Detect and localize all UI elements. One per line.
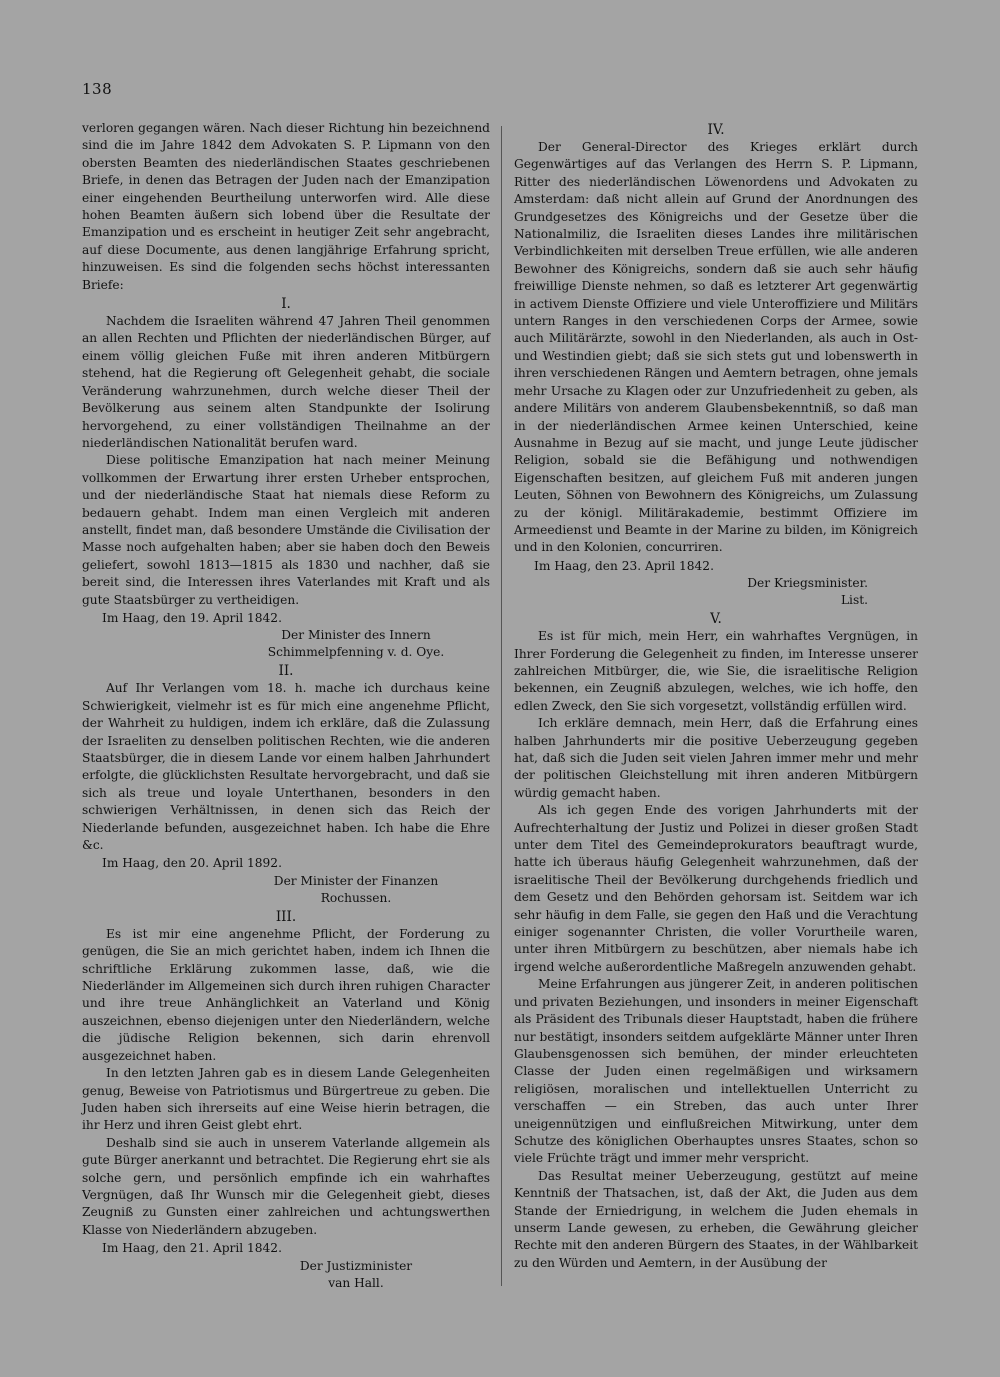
- letter-4-heading: IV.: [707, 122, 725, 138]
- signature-name: van Hall.: [328, 1275, 384, 1290]
- letter-2-dateline: Im Haag, den 20. April 1892.: [102, 856, 282, 871]
- letter-2-signature: [82, 873, 490, 907]
- letter-1-paragraph: Nachdem die Israeliten während 47 Jahren Theil genommen an allen Rechten und Pflichten der niederländischen Bürger, auf einem völlig gleichen Fuße mit ihren anderen Mitbürgern stehend, hat die Regierung oft Gelegenheit gehabt, die sociale Veränderung wahrzunehmen, durch welche dieser Theil der Bevölkerung aus seinem alten Standpunkte der Isolirung hervorgehend, zu einer vollständigen Theilnahme an der niederländischen Nationalität berufen ward.: [82, 314, 490, 450]
- letter-3-dateline: Im Haag, den 21. April 1842.: [102, 1241, 282, 1256]
- letter-3-heading: III.: [275, 908, 297, 925]
- letter-1-paragraph: Diese politische Emanzipation hat nach meiner Meinung vollkommen der Erwartung ihrer ersten Urheber entsprochen, und der niederländische Staat hat niemals diese Reform zu bedauern gehabt. Indem man einen Vergleich mit anderen anstellt, findet man, daß besondere Umstände die Civilisation der Masse noch aufgehalten haben; aber sie haben doch den Beweis geliefert, sowohl 1813—1815 als 1830 und nachher, daß sie bereit sind, die Interessen ihres Vaterlandes mit Kraft und als gute Staatsbürger zu vertheidigen.: [82, 453, 490, 607]
- page-number: 138: [82, 80, 113, 98]
- letter-4-dateline: Im Haag, den 23. April 1842.: [534, 558, 714, 573]
- signature-title: Der Minister des Innern: [281, 628, 431, 643]
- letter-5-heading: V.: [710, 611, 722, 628]
- signature-name: List.: [840, 593, 868, 608]
- letter-5-paragraph: Es ist für mich, mein Herr, ein wahrhaftes Vergnügen, in Ihrer Forderung die Gelegenheit zu finden, im Interesse unserer zahlreichen Mitbürger, die, wie Sie, die israelitische Religion bekennen, ein Zeugniß abzulegen, welches, wie ich hoffe, den edlen Zweck, den Sie sich vorgesetzt, vollständig erfüllen wird.: [514, 629, 918, 713]
- letter-2-paragraph: Auf Ihr Verlangen vom 18. h. mache ich durchaus keine Schwierigkeit, vielmehr ist es für mich eine angenehme Pflicht, der Wahrheit zu huldigen, indem ich erkläre, daß die Zulassung der Israeliten zu denselben politischen Rechten, wie die anderen Staatsbürger, die in diesem Lande vor einem halben Jahrhundert erfolgte, die glücklichsten Resultate hervorgebracht, und daß sie sich als treue und loyale Unterthanen, besonders in den schwierigen Verhältnissen, in denen sich das Reich der Niederlande befunden, ausgezeichnet haben. Ich habe die Ehre &c.: [82, 681, 490, 853]
- letter-2-heading: II.: [278, 663, 294, 680]
- letter-5-paragraph: Als ich gegen Ende des vorigen Jahrhunderts mit der Aufrechterhaltung der Justiz und Polizei in dieser großen Stadt unter dem Titel des Gemeindeprokurators beauftragt wurde, hatte ich überaus häufig Gelegenheit wahrzunehmen, daß der israelitische Theil der Bevölkerung durchgehends friedlich und dem Gesetz und den Behörden gehorsam ist. Seitdem war ich sehr häufig in dem Falle, sie gegen den Haß und die Verachtung einiger sogenannter Christen, die voller Vorurtheile waren, unter ihren Mitbürgern zu beschützen, aber niemals habe ich irgend welche außerordentliche Maßregeln anzuwenden gehabt.: [514, 803, 918, 974]
- right-column: [514, 120, 918, 1272]
- signature-title: Der Justizminister: [299, 1258, 413, 1273]
- letter-3-paragraph: Deshalb sind sie auch in unserem Vaterlande allgemein als gute Bürger anerkannt und betrachtet. Die Regierung ehrt sie als solche gern, und persönlich empfinde ich ein wahrhaftes Vergnügen, daß Ihr Wunsch mir die Gelegenheit giebt, dieses Zeugniß zu Gunsten einer zahlreichen und achtungswerthen Klasse von Niederländern abzugeben.: [82, 1135, 490, 1237]
- letter-4-signature: [514, 575, 918, 609]
- letter-1-dateline: Im Haag, den 19. April 1842.: [102, 610, 282, 625]
- left-column: [82, 120, 490, 1292]
- letter-5-paragraph: Ich erkläre demnach, mein Herr, daß die Erfahrung eines halben Jahrhunderts mir die positive Ueberzeugung gegeben hat, daß sich die Juden seit vielen Jahren immer mehr und mehr der politischen Gleichstellung mit ihren anderen Mitbürgern würdig gemacht haben.: [514, 716, 918, 800]
- letter-4-paragraph: Der General-Director des Krieges erklärt durch Gegenwärtiges auf das Verlangen des Herrn S. P. Lipmann, Ritter des niederländischen Löwenordens und Advokaten zu Amsterdam: daß nicht allein auf Grund der Anordnungen des Grundgesetzes des Königreichs und der Gesetze über die Nationalmiliz, die Israeliten dieses Landes ihre militärischen Verbindlichkeiten mit derselben Treue erfüllen, wie alle anderen Bewohner des Königreichs, sondern daß sie auch sehr häufig freiwillige Dienste nehmen, so daß es letzterer Art gegenwärtig in activem Dienste Offiziere und viele Unteroffiziere und Militärs untern Ranges in den verschiedenen Corps der Armee, sowie auch Militärärzte, sowohl in den Niederlanden, als auch in Ost- und Westindien giebt; daß sie sich stets gut und lobenswerth in ihren verschiedenen Rängen und Aemtern betragen, ohne jemals mehr Ursache zu Klagen oder zur Unzufriedenheit zu geben, als andere Militärs von anderem Glaubensbekenntniß, so daß man in der niederländischen Armee keinen Unterschied, keine Ausnahme in Bezug auf sie macht, und junge Leute jüdischer Religion, sobald sie die Befähigung und nothwendigen Eigenschaften besitzen, auf gleichem Fuß mit anderen jungen Leuten, Söhnen von Bewohnern des Königreichs, um Zulassung zu der königl. Militärakademie, bestimmt Offiziere im Armeedienst und Beamte in der Marine zu bilden, im Königreich und in den Kolonien, concurriren.: [514, 140, 918, 555]
- letter-3-paragraph: In den letzten Jahren gab es in diesem Lande Gelegenheiten genug, Beweise von Patriotismus und Bürgertreue zu geben. Die Juden haben sich ihrerseits auf eine Weise hierin betragen, die ihr Herz und ihren Geist glebt ehrt.: [82, 1066, 490, 1133]
- letter-3-signature: [82, 1258, 490, 1292]
- signature-name: Schimmelpfenning v. d. Oye.: [267, 645, 445, 660]
- signature-title: Der Minister der Finanzen: [273, 873, 439, 888]
- letter-5-paragraph: Meine Erfahrungen aus jüngerer Zeit, in anderen politischen und privaten Beziehungen, und insonders in meiner Eigenschaft als Präsident des Tribunals dieser Hauptstadt, haben die frühere nur bestätigt, insonders seitdem aufgeklärte Männer unter Ihren Glaubensgenossen sich bemühen, der minder erleuchteten Classe der Juden einen regelmäßigen und wirksamern religiösen, moralischen und intellektuellen Unterricht zu verschaffen — ein Streben, das auch unter Ihrer uneigennützigen und einflußreichen Mitwirkung, unter dem Schutze des königlichen Oberhauptes unsres Staates, schon so viele Früchte trägt und immer mehr verspricht.: [514, 977, 918, 1166]
- letter-1-signature: [82, 627, 490, 661]
- letter-3-paragraph: Es ist mir eine angenehme Pflicht, der Forderung zu genügen, die Sie an mich gerichtet haben, indem ich Ihnen die schriftliche Erklärung zukommen lasse, daß, wie die Niederländer im Allgemeinen sich durch ihren ruhigen Character und ihre treue Anhänglichkeit an Vaterland und König auszeichnen, ebenso diejenigen unter den Niederländern, welche die jüdische Religion bekennen, sich darin ehrenvoll ausgezeichnet haben.: [82, 926, 490, 1063]
- letter-1-heading: I.: [281, 296, 291, 313]
- signature-name: Rochussen.: [320, 890, 392, 905]
- intro-paragraph: verloren gegangen wären. Nach dieser Richtung hin bezeichnend sind die im Jahre 1842 dem Advokaten S. P. Lipmann von den obersten Beamten des niederländischen Staates geschriebenen Briefe, in denen das Betragen der Juden nach der Emanzipation einer eingehenden Beurtheilung unterworfen wird. Alle diese hohen Beamten äußern sich lobend über die Resultate der Emanzipation und es erscheint in heutiger Zeit sehr angebracht, auf diese Documente, aus denen langjährige Erfahrung spricht, hinzuweisen. Es sind die folgenden sechs höchst interessanten Briefe:: [82, 121, 490, 292]
- signature-title: Der Kriegsminister.: [747, 576, 868, 591]
- letter-5-paragraph: Das Resultat meiner Ueberzeugung, gestützt auf meine Kenntniß der Thatsachen, ist, daß der Akt, die Juden aus dem Stande der Erniedrigung, in welchem die Juden ehemals in unserm Lande gewesen, zu erheben, die Gewährung gleicher Rechte mit den anderen Bürgern des Staates, in der Wählbarkeit zu den Würden und Aemtern, in der Ausübung der: [514, 1168, 918, 1270]
